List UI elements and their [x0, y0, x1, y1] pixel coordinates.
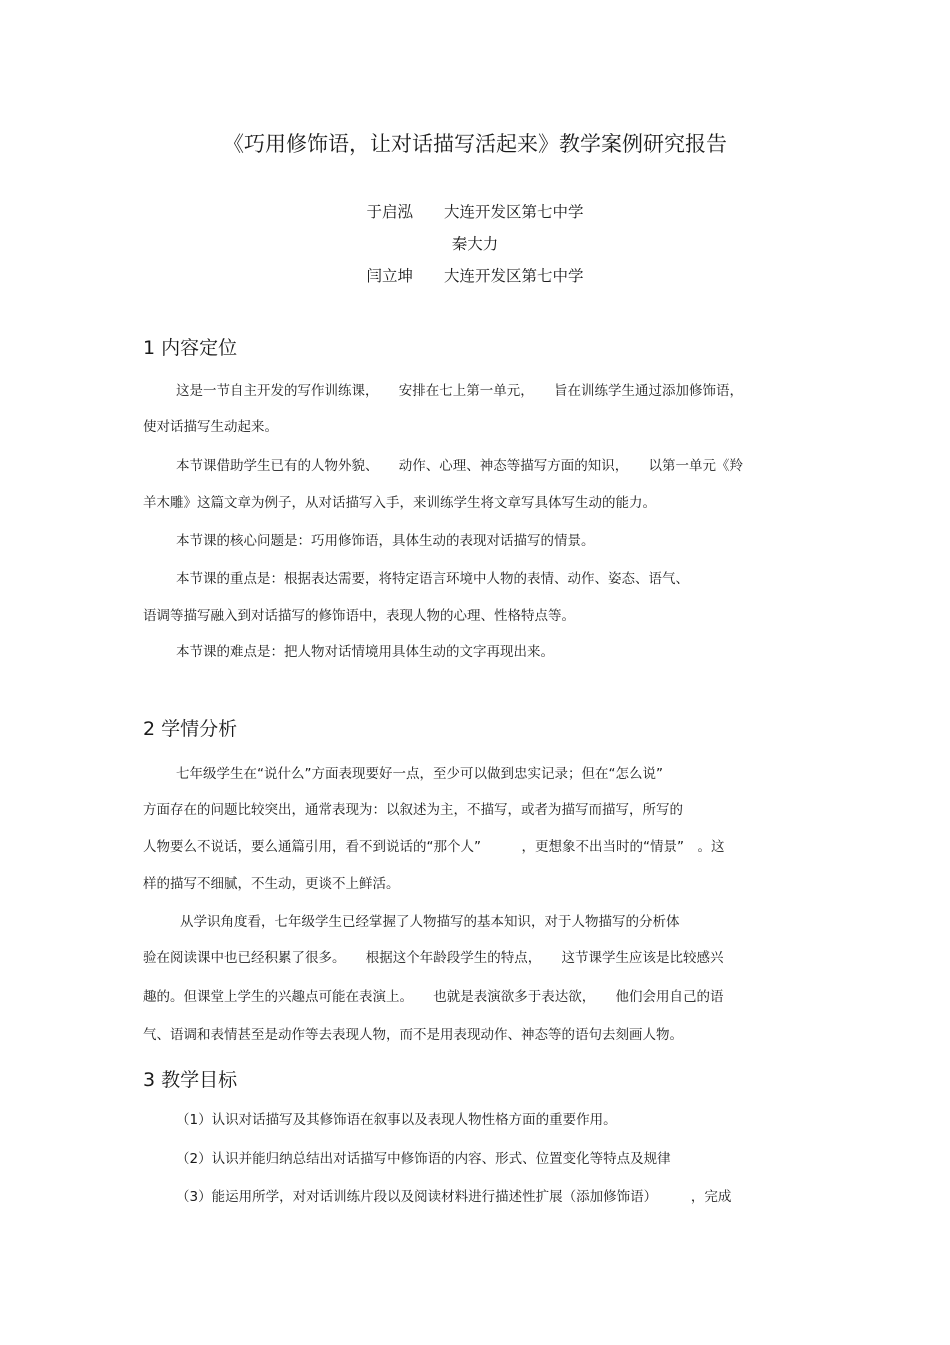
paragraph-line: 语调等描写融入到对话描写的修饰语中，表现人物的心理、性格特点等。 [143, 608, 575, 624]
paragraph-line: 本节课的难点是：把人物对话情境用具体生动的文字再现出来。 [176, 644, 554, 660]
section-heading-2: 2 学情分析 [143, 718, 238, 740]
paragraph-line: 七年级学生在“说什么”方面表现要好一点，至少可以做到忠实记录；但在“怎么说” [176, 766, 663, 782]
paragraph-line: 从学识角度看，七年级学生已经掌握了人物描写的基本知识，对于人物描写的分析体 [180, 914, 680, 930]
paragraph-line: 气、语调和表情甚至是动作等去表现人物，而不是用表现动作、神态等的语句去刻画人物。 [143, 1027, 683, 1043]
list-item: （2）认识并能归纳总结出对话描写中修饰语的内容、形式、位置变化等特点及规律 [176, 1151, 671, 1167]
paragraph-line: 这是一节自主开发的写作训练课， 安排在七上第一单元， 旨在训练学生通过添加修饰语， [176, 383, 743, 399]
paragraph-line: 羊木雕》这篇文章为例子，从对话描写入手，来训练学生将文章写具体写生动的能力。 [143, 495, 656, 511]
author-line-3: 闫立坤 大连开发区第七中学 [366, 267, 584, 285]
paragraph-line: 样的描写不细腻，不生动，更谈不上鲜活。 [143, 876, 400, 892]
section-heading-1: 1 内容定位 [143, 337, 238, 359]
paragraph-line: 趣的。但课堂上学生的兴趣点可能在表演上。 也就是表演欲多于表达欲， 他们会用自己的语 [143, 989, 724, 1005]
paragraph-line: 使对话描写生动起来。 [143, 419, 278, 435]
author-line-1: 于启泓 大连开发区第七中学 [366, 203, 584, 221]
paragraph-line: 人物要么不说话，要么通篇引用，看不到说话的“那个人” ，更想象不出当时的“情景” 。这 [143, 839, 725, 855]
paragraph-line: 方面存在的问题比较突出，通常表现为：以叙述为主，不描写，或者为描写而描写，所写的 [143, 802, 683, 818]
paragraph-line: 本节课的重点是：根据表达需要，将特定语言环境中人物的表情、动作、姿态、语气、 [176, 571, 689, 587]
section-heading-3: 3 教学目标 [143, 1069, 238, 1091]
list-item: （3）能运用所学，对对话训练片段以及阅读材料进行描述性扩展（添加修饰语） ，完成 [176, 1189, 732, 1205]
paragraph-line: 本节课借助学生已有的人物外貌、 动作、心理、神态等描写方面的知识， 以第一单元《羚 [176, 458, 743, 474]
paragraph-line: 本节课的核心问题是：巧用修饰语，具体生动的表现对话描写的情景。 [176, 533, 595, 549]
author-line-2: 秦大力 [451, 235, 499, 253]
list-item: （1）认识对话描写及其修饰语在叙事以及表现人物性格方面的重要作用。 [176, 1112, 617, 1128]
paragraph-line: 验在阅读课中也已经积累了很多。 根据这个年龄段学生的特点， 这节课学生应该是比较感兴 [143, 950, 724, 966]
document-title: 《巧用修饰语，让对话描写活起来》教学案例研究报告 [223, 132, 727, 156]
